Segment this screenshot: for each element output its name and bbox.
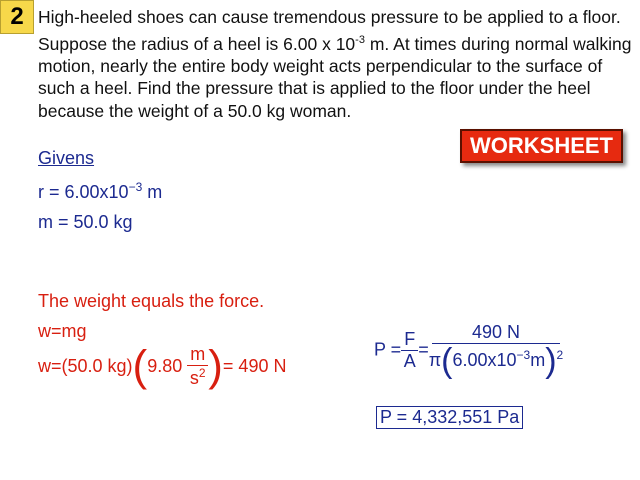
r-unit: m xyxy=(142,182,163,202)
problem-text-a: High-heeled shoes can cause tremendous pressure to be applied to a floor. Suppose the radius of a heel is 6.00 x 10 xyxy=(38,7,621,54)
weight-formula: w=mg xyxy=(38,321,87,341)
pi: π xyxy=(428,349,442,370)
worksheet-badge[interactable]: WORKSHEET xyxy=(460,129,623,163)
square-exp: 2 xyxy=(556,347,564,362)
g-den-exp: 2 xyxy=(198,366,206,380)
given-radius xyxy=(38,180,162,203)
g-den: s xyxy=(189,368,199,388)
weight-statement: The weight equals the force. xyxy=(38,291,265,311)
weight-calc-left: w=(50.0 kg) xyxy=(38,356,133,376)
pressure-equation: P = $\frac{F}{A}$ = $\frac{490 N}{\pi(6.00x10^{-3}m)^2}$ xyxy=(374,322,564,380)
r-text: r = 6.00x10 xyxy=(38,182,129,202)
weight-result: = 490 N xyxy=(222,356,287,376)
given-mass: m = 50.0 kg xyxy=(38,212,133,232)
radius-exp: −3 xyxy=(516,347,531,362)
r-exp: −3 xyxy=(128,180,143,194)
weight-calc: w=(50.0 kg)(9.80 $\frac{m}{s^2}$ )= 490 N xyxy=(38,341,287,391)
problem-text-b: m. At times during normal walking motion, nearly the entire body weight acts perpendicular to the surface of such a heel. Find the pressure that is applied to the floor under the heel because the weight of a 50.0 kg woman. xyxy=(38,33,632,121)
pressure-answer: P = 4,332,551 Pa xyxy=(376,406,523,429)
problem-text xyxy=(38,6,638,122)
a-den: A xyxy=(403,350,416,371)
force-num: 490 N xyxy=(432,322,560,344)
radius-unit: m xyxy=(530,349,546,370)
problem-exp: -3 xyxy=(355,33,365,46)
g-num: m xyxy=(187,344,208,366)
p-lhs: P = xyxy=(374,339,402,360)
f-num: F xyxy=(401,329,418,351)
givens-heading: Givens xyxy=(38,148,95,168)
g-value: 9.80 xyxy=(147,356,183,376)
eq-sign: = xyxy=(418,339,429,360)
problem-number: 2 xyxy=(0,0,34,34)
radius-den: 6.00x10 xyxy=(452,349,517,370)
